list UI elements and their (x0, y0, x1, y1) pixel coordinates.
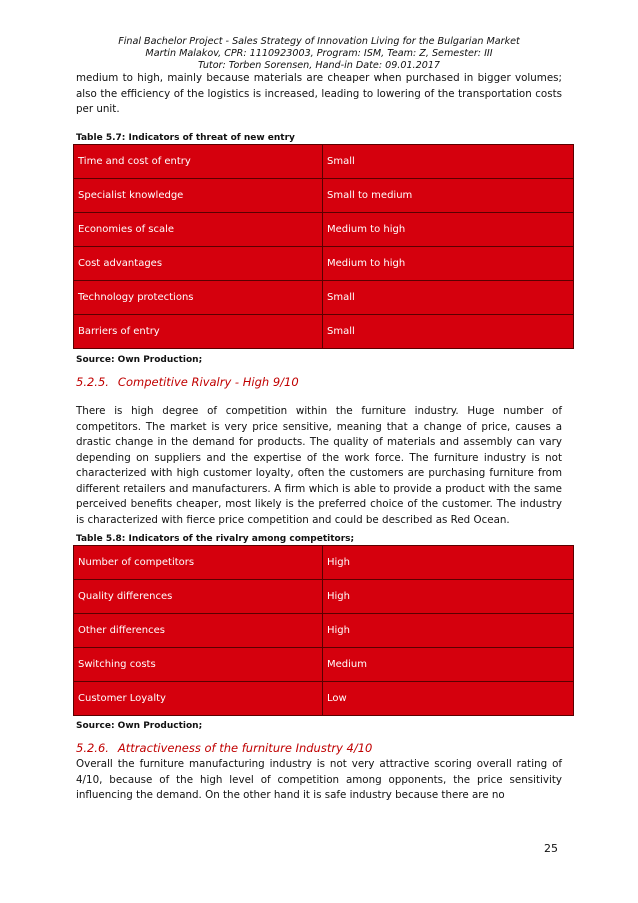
intro-paragraph: medium to high, mainly because materials are cheaper when purchased in bigger volumes; also the efficiency of the logistics is increased, leading to lowering of the transportation costs per unit. (76, 72, 562, 115)
table-row (74, 145, 574, 179)
table2-source: Source: Own Production; (76, 721, 203, 731)
table-row (74, 247, 574, 281)
table-row (74, 648, 574, 682)
table-cell-value: High (323, 580, 574, 614)
table-cell-value: Medium to high (323, 213, 574, 247)
table1-source: Source: Own Production; (76, 355, 203, 365)
table-row (74, 682, 574, 716)
table-cell-label: Economies of scale (74, 213, 323, 247)
running-header (60, 36, 578, 72)
section-title: Attractiveness of the furniture Industry 4/10 (117, 741, 373, 755)
section-number: 5.2.6. (76, 741, 109, 755)
table-cell-label: Time and cost of entry (74, 145, 323, 179)
section-number: 5.2.5. (76, 375, 109, 389)
table-cell-value: High (323, 614, 574, 648)
table-cell-label: Number of competitors (74, 546, 323, 580)
table2-caption: Table 5.8: Indicators of the rivalry among competitors; (76, 534, 355, 544)
table-cell-value: High (323, 546, 574, 580)
table-cell-value: Medium (323, 648, 574, 682)
table-row (74, 281, 574, 315)
table-cell-label: Customer Loyalty (74, 682, 323, 716)
table-row (74, 315, 574, 349)
attractiveness-paragraph: Overall the furniture manufacturing industry is not very attractive scoring overall rating of 4/10, because of the high level of competition among opponents, the price sensitivity influencing the demand. On the other hand it is safe industry because there are no (76, 758, 562, 801)
table-cell-label: Technology protections (74, 281, 323, 315)
rivalry-indicators-table (73, 545, 574, 716)
table-row (74, 614, 574, 648)
table-cell-label: Specialist knowledge (74, 179, 323, 213)
header-line-2: Martin Malakov, CPR: 1110923003, Program: ISM, Team: Z, Semester: III (145, 48, 493, 59)
table-cell-value: Small (323, 315, 574, 349)
table-cell-value: Small to medium (323, 179, 574, 213)
threat-of-entry-table (73, 144, 574, 349)
table-row (74, 213, 574, 247)
table-cell-label: Switching costs (74, 648, 323, 682)
table-cell-label: Cost advantages (74, 247, 323, 281)
section-title: Competitive Rivalry - High 9/10 (117, 375, 299, 389)
table-row (74, 546, 574, 580)
header-line-1: Final Bachelor Project - Sales Strategy of Innovation Living for the Bulgarian Market (118, 36, 520, 47)
table-cell-value: Medium to high (323, 247, 574, 281)
table-cell-label: Barriers of entry (74, 315, 323, 349)
table-cell-value: Small (323, 145, 574, 179)
table-cell-label: Other differences (74, 614, 323, 648)
rivalry-paragraph: There is high degree of competition within the furniture industry. Huge number of competitors. The market is very price sensitive, meaning that a change of price, causes a drastic change in the demand for products. The quality of materials and assembly can vary depending on suppliers and the expertise of the work force. The furniture industry is not characterized with high customer loyalty, often the customers are purchasing furniture from different retailers and manufacturers. A firm which is able to provide a product with the same perceived benefits cheaper, most likely is the preferred choice of the customer. The industry is characterized with fierce price competition and could be described as Red Ocean. (76, 405, 562, 526)
page-number: 25 (544, 842, 558, 855)
table-row (74, 580, 574, 614)
section-heading-attractiveness (76, 741, 372, 755)
header-line-3: Tutor: Torben Sorensen, Hand-in Date: 09.01.2017 (197, 60, 441, 71)
table-cell-label: Quality differences (74, 580, 323, 614)
table-row (74, 179, 574, 213)
table-cell-value: Small (323, 281, 574, 315)
section-heading-competitive-rivalry (76, 375, 299, 389)
table-cell-value: Low (323, 682, 574, 716)
table1-caption: Table 5.7: Indicators of threat of new entry (76, 133, 295, 143)
